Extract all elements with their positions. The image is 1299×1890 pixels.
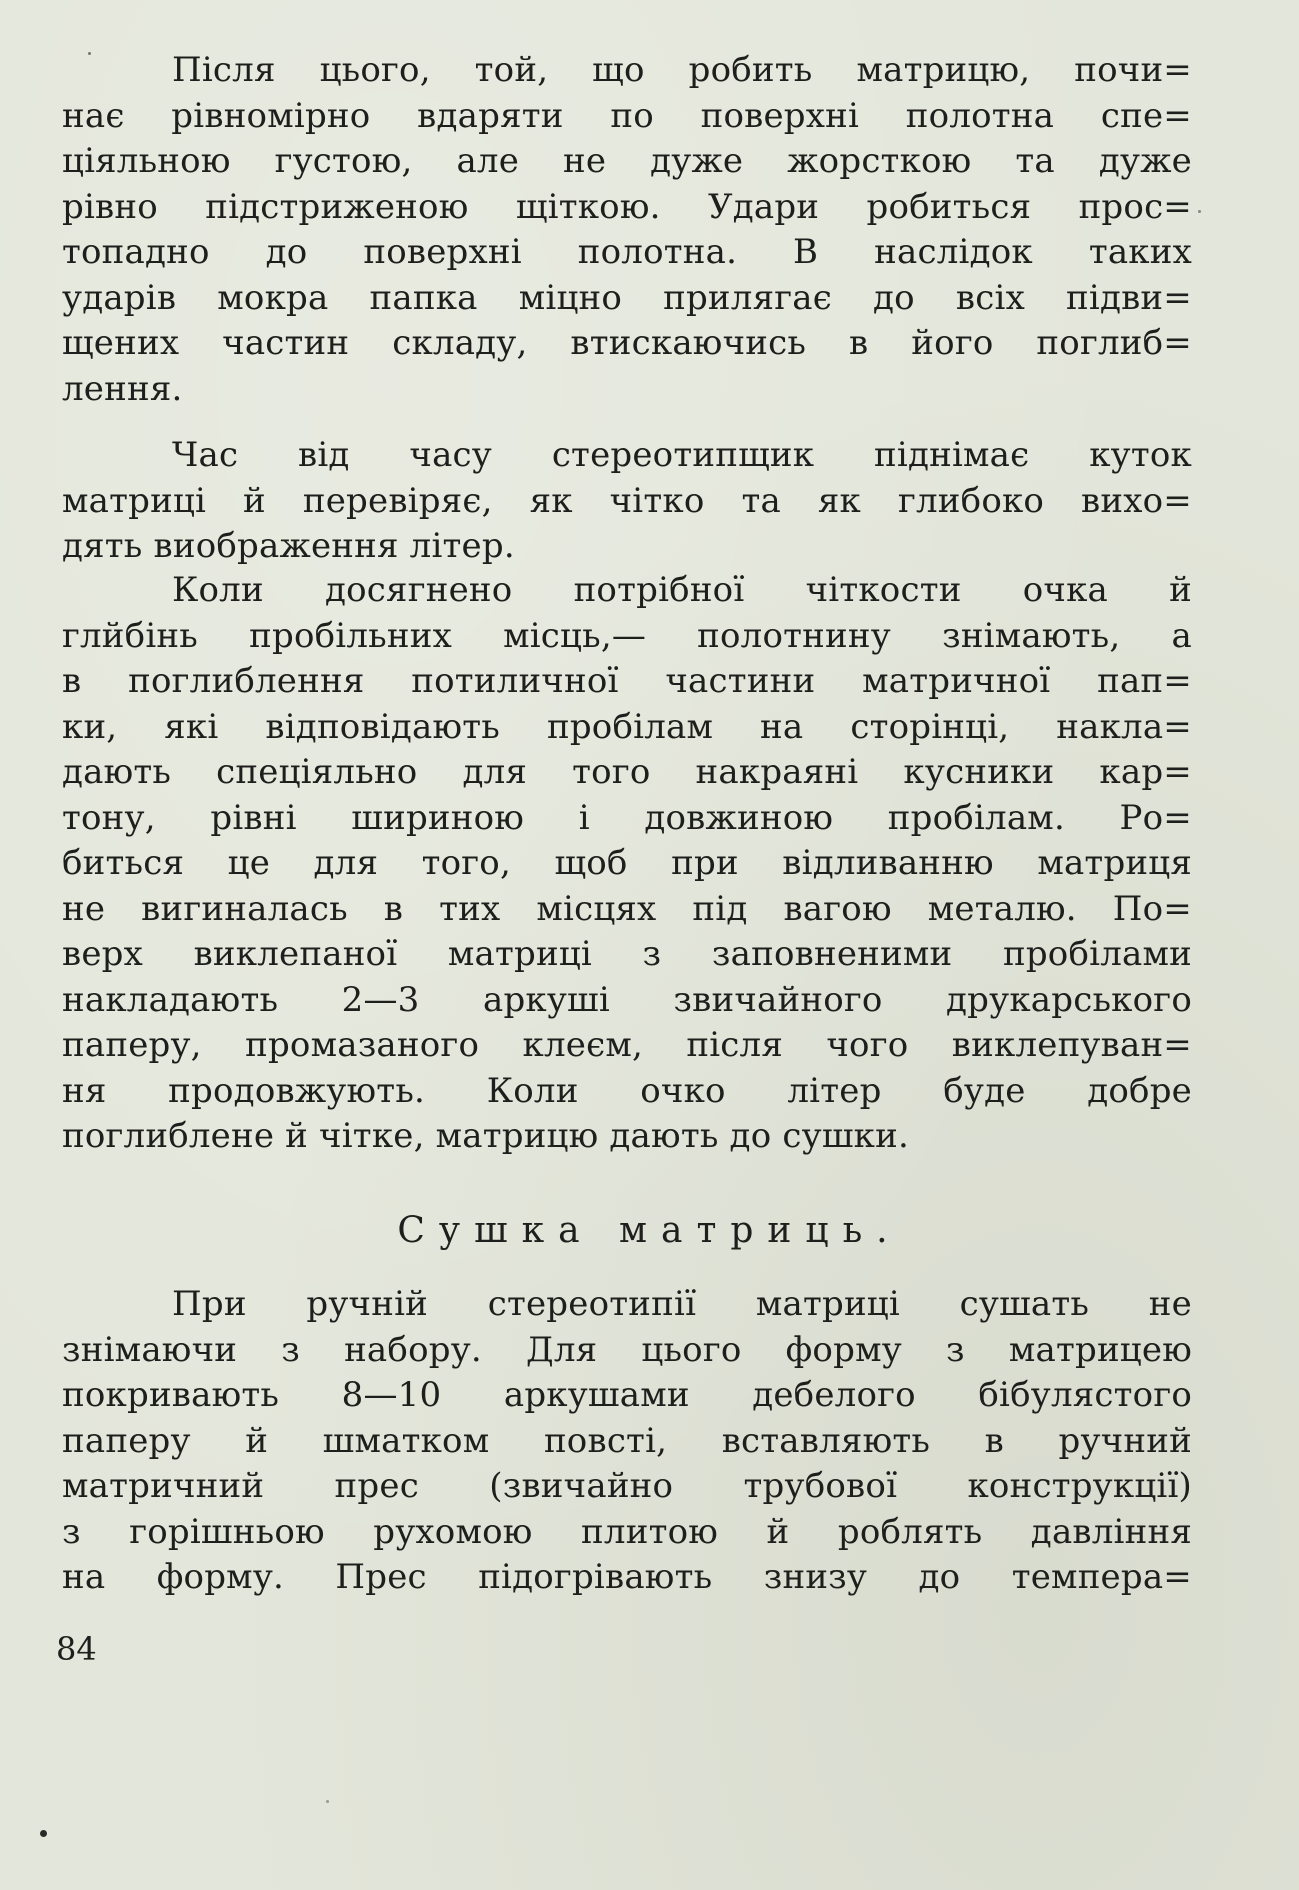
text-line: з горішньою рухомою плитою й роблять давління	[62, 1511, 1192, 1552]
text-line: щених частин складу, втискаючись в його поглиб=	[62, 323, 1192, 363]
text-line: топадно до поверхні полотна. В наслідок таких	[62, 232, 1192, 272]
text-line: нає рівномірно вдаряти по поверхні полотна спе=	[62, 95, 1192, 136]
text-line: верх виклепаної матриці з заповненими пробілами	[62, 934, 1192, 974]
text-line: знімаючи з набору. Для цього форму з матрицею	[62, 1329, 1192, 1370]
section-paragraph	[62, 1282, 1192, 1601]
text-line: рівно підстриженою щіткою. Удари робиться прос=	[62, 186, 1192, 227]
text-line: паперу й шматком повсті, вставляють в ручний	[62, 1420, 1192, 1461]
text-line: накладають 2—3 аркуші звичайного друкарського	[62, 979, 1192, 1020]
text-line: Коли досягнено потрібної чіткости очка й	[172, 570, 1192, 610]
text-line: ударів мокра папка міцно прилягає до всіх підви=	[62, 277, 1192, 318]
text-line: ня продовжують. Коли очко літер буде добре	[62, 1070, 1192, 1111]
text-line: глйбінь пробільних місць,— полотнину знімають, а	[62, 615, 1192, 656]
text-line: покривають 8—10 аркушами дебелого бібулястого	[62, 1375, 1192, 1415]
print-speck	[88, 52, 91, 55]
section-heading: Сушка матриць.	[397, 1210, 902, 1251]
print-speck	[1198, 210, 1201, 213]
text-line: тону, рівні шириною і довжиною пробілам. Ро=	[62, 797, 1192, 838]
text-line: ки, які відповідають пробілам на сторінці, накла=	[62, 706, 1192, 747]
text-line: лення.	[62, 368, 183, 409]
text-line: биться це для того, щоб при відливанню матриця	[62, 843, 1192, 883]
text-line: матричний прес (звичайно трубової конструкції)	[62, 1466, 1192, 1506]
text-line: в поглиблення потиличної частини матричної пап=	[62, 661, 1192, 701]
print-speck	[40, 1830, 47, 1837]
text-line: паперу, промазаного клеєм, після чого виклепуван=	[62, 1025, 1192, 1065]
text-line: на форму. Прес підогрівають знизу до темпера=	[62, 1557, 1192, 1597]
text-line: ціяльною густою, але не дуже жорсткою та дуже	[62, 141, 1192, 181]
text-line: При ручній стереотипії матриці сушать не	[172, 1284, 1192, 1324]
text-line: матриці й перевіряє, як чітко та як глибоко вихо=	[62, 480, 1192, 521]
text-line: дять виображення літер.	[62, 526, 515, 566]
text-line: Час від часу стереотипщик піднімає куток	[172, 435, 1192, 475]
text-line: Після цього, той, що робить матрицю, почи=	[172, 50, 1192, 90]
paragraph-3	[62, 568, 1192, 1160]
paragraph-2	[62, 433, 1192, 570]
text-line: дають спеціяльно для того накраяні кусники кар=	[62, 752, 1192, 792]
text-line: поглиблене й чітке, матрицю дають до сушки.	[62, 1116, 909, 1156]
page-number: 84	[56, 1630, 97, 1668]
paragraph-1	[62, 48, 1192, 412]
text-line: не вигиналась в тих місцях під вагою металю. По=	[62, 888, 1192, 929]
print-speck	[326, 1800, 329, 1803]
